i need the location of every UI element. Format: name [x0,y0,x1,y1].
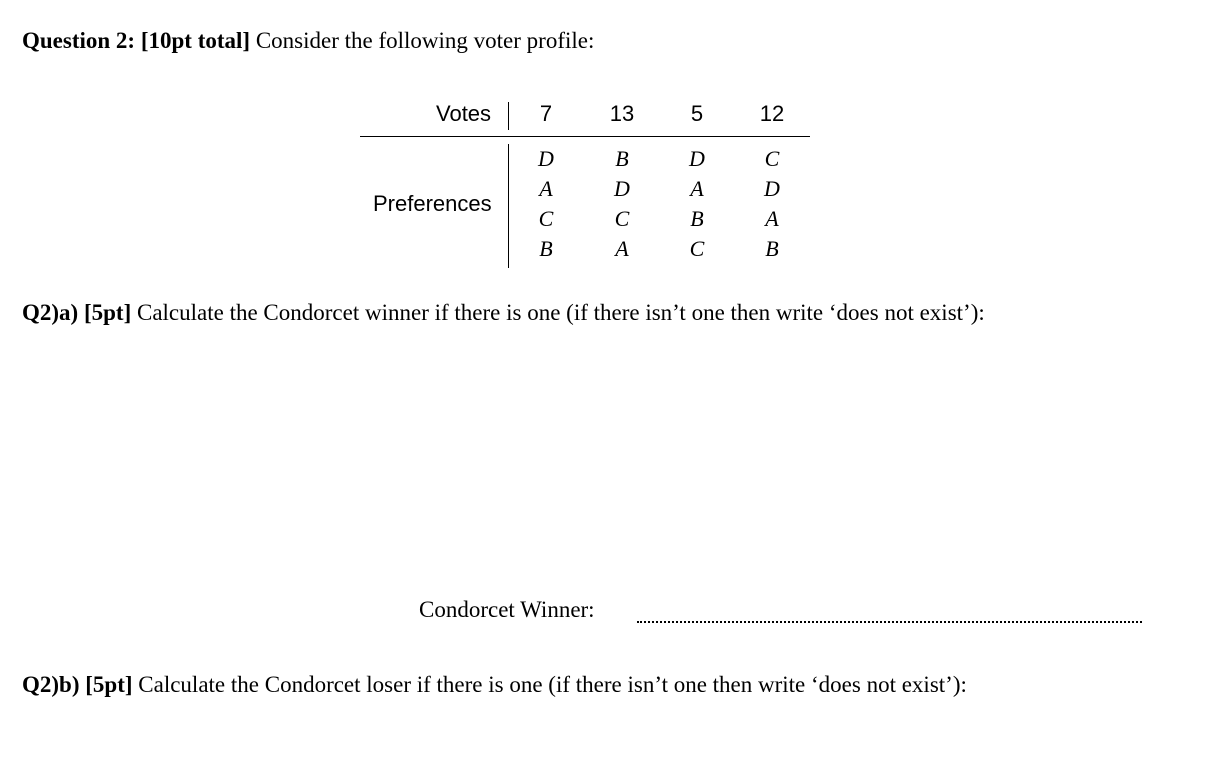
part-a-prompt [22,300,985,326]
condorcet-winner-answer-line[interactable] [637,605,1142,623]
column-1-rank-3: C [538,206,554,231]
voter-profile-table [360,100,810,268]
votes-count-2: 13 [609,101,635,126]
column-1-rank-2: A [539,176,553,201]
part-a-label: Q2)a) [5pt] [22,300,132,325]
column-4-rank-1: C [764,146,780,171]
body-divider [508,144,509,268]
column-4-rank-2: D [764,176,780,201]
column-3-rank-3: B [690,206,704,231]
column-2-rank-2: D [614,176,630,201]
part-b-text: Calculate the Condorcet loser if there is one (if there isn’t one then write ‘does not exist’): [132,672,967,697]
votes-count-1: 7 [539,101,553,126]
header-rule [360,136,810,137]
column-1-rank-1: D [538,146,554,171]
question-heading [22,28,594,54]
question-heading-text: Consider the following voter profile: [250,28,595,53]
part-a-text: Calculate the Condorcet winner if there is one (if there isn’t one then write ‘does not exist’): [131,300,985,325]
preferences-label: Preferences [373,191,492,216]
column-1-rank-4: B [539,236,553,261]
votes-count-3: 5 [690,101,704,126]
votes-count-4: 12 [759,101,785,126]
column-3-rank-2: A [690,176,704,201]
part-b-prompt [22,672,967,698]
votes-label: Votes [436,101,492,126]
condorcet-winner-label: Condorcet Winner: [419,597,595,622]
column-4-rank-3: A [765,206,779,231]
question-heading-label: Question 2: [10pt total] [22,28,251,53]
column-2-rank-4: A [615,236,629,261]
column-2-rank-3: C [614,206,630,231]
part-b-label: Q2)b) [5pt] [22,672,133,697]
header-divider [508,102,509,130]
column-3-rank-4: C [689,236,705,261]
column-4-rank-4: B [765,236,779,261]
column-3-rank-1: D [689,146,705,171]
column-2-rank-1: B [615,146,629,171]
